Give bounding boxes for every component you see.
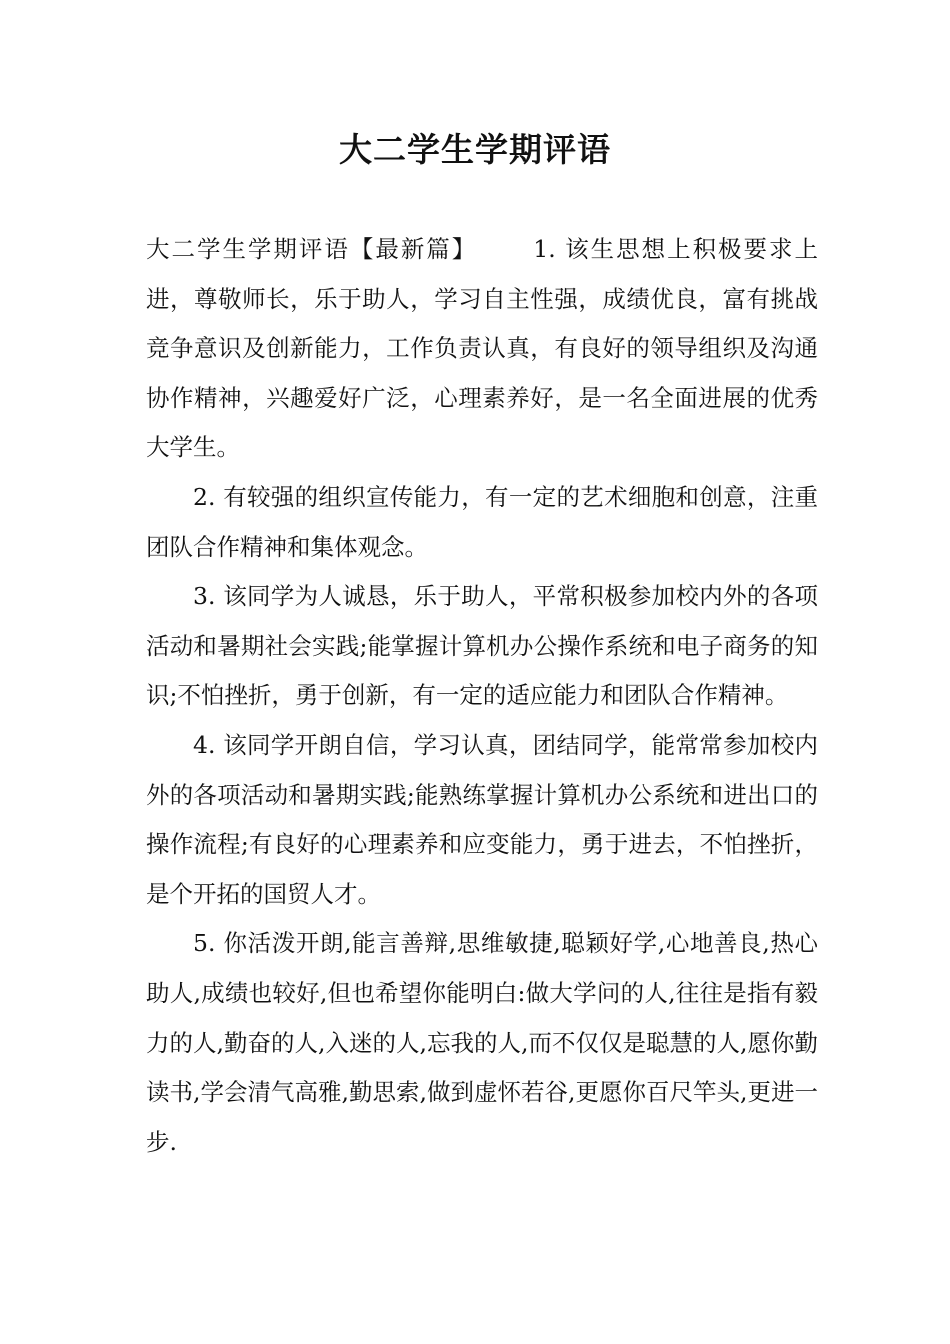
document-title: 大二学生学期评语 bbox=[339, 130, 611, 169]
paragraph-1 bbox=[146, 225, 818, 473]
paragraph-3: 3. 该同学为人诚恳，乐于助人，平常积极参加校内外的各项活动和暑期社会实践;能掌握计算机办公操作系统和电子商务的知识;不怕挫折，勇于创新，有一定的适应能力和团队合作精神。 bbox=[146, 582, 818, 710]
paragraph-4: 4. 该同学开朗自信，学习认真，团结同学，能常常参加校内外的各项活动和暑期实践;能熟练掌握计算机办公系统和进出口的操作流程;有良好的心理素养和应变能力，勇于进去，不怕挫折，是个开拓的国贸人才。 bbox=[146, 730, 818, 908]
document-body bbox=[146, 225, 818, 1167]
paragraph-1-text: 1. 该生思想上积极要求上进，尊敬师长，乐于助人，学习自主性强，成绩优良，富有挑战竞争意识及创新能力，工作负责认真，有良好的领导组织及沟通协作精神，兴趣爱好广泛，心理素养好，是一名全面进展的优秀大学生。 bbox=[146, 235, 818, 462]
paragraph-2: 2. 有较强的组织宣传能力，有一定的艺术细胞和创意，注重团队合作精神和集体观念。 bbox=[146, 482, 818, 561]
lead-heading: 大二学生学期评语【最新篇】 bbox=[146, 235, 478, 263]
paragraph-5: 5. 你活泼开朗,能言善辩,思维敏捷,聪颖好学,心地善良,热心助人,成绩也较好,但也希望你能明白:做大学问的人,往往是指有毅力的人,勤奋的人,入迷的人,忘我的人,而不仅仅是聪慧的人,愿你勤读书,学会清气高雅,勤思索,做到虚怀若谷,更愿你百尺竿头,更进一步. bbox=[146, 929, 818, 1156]
